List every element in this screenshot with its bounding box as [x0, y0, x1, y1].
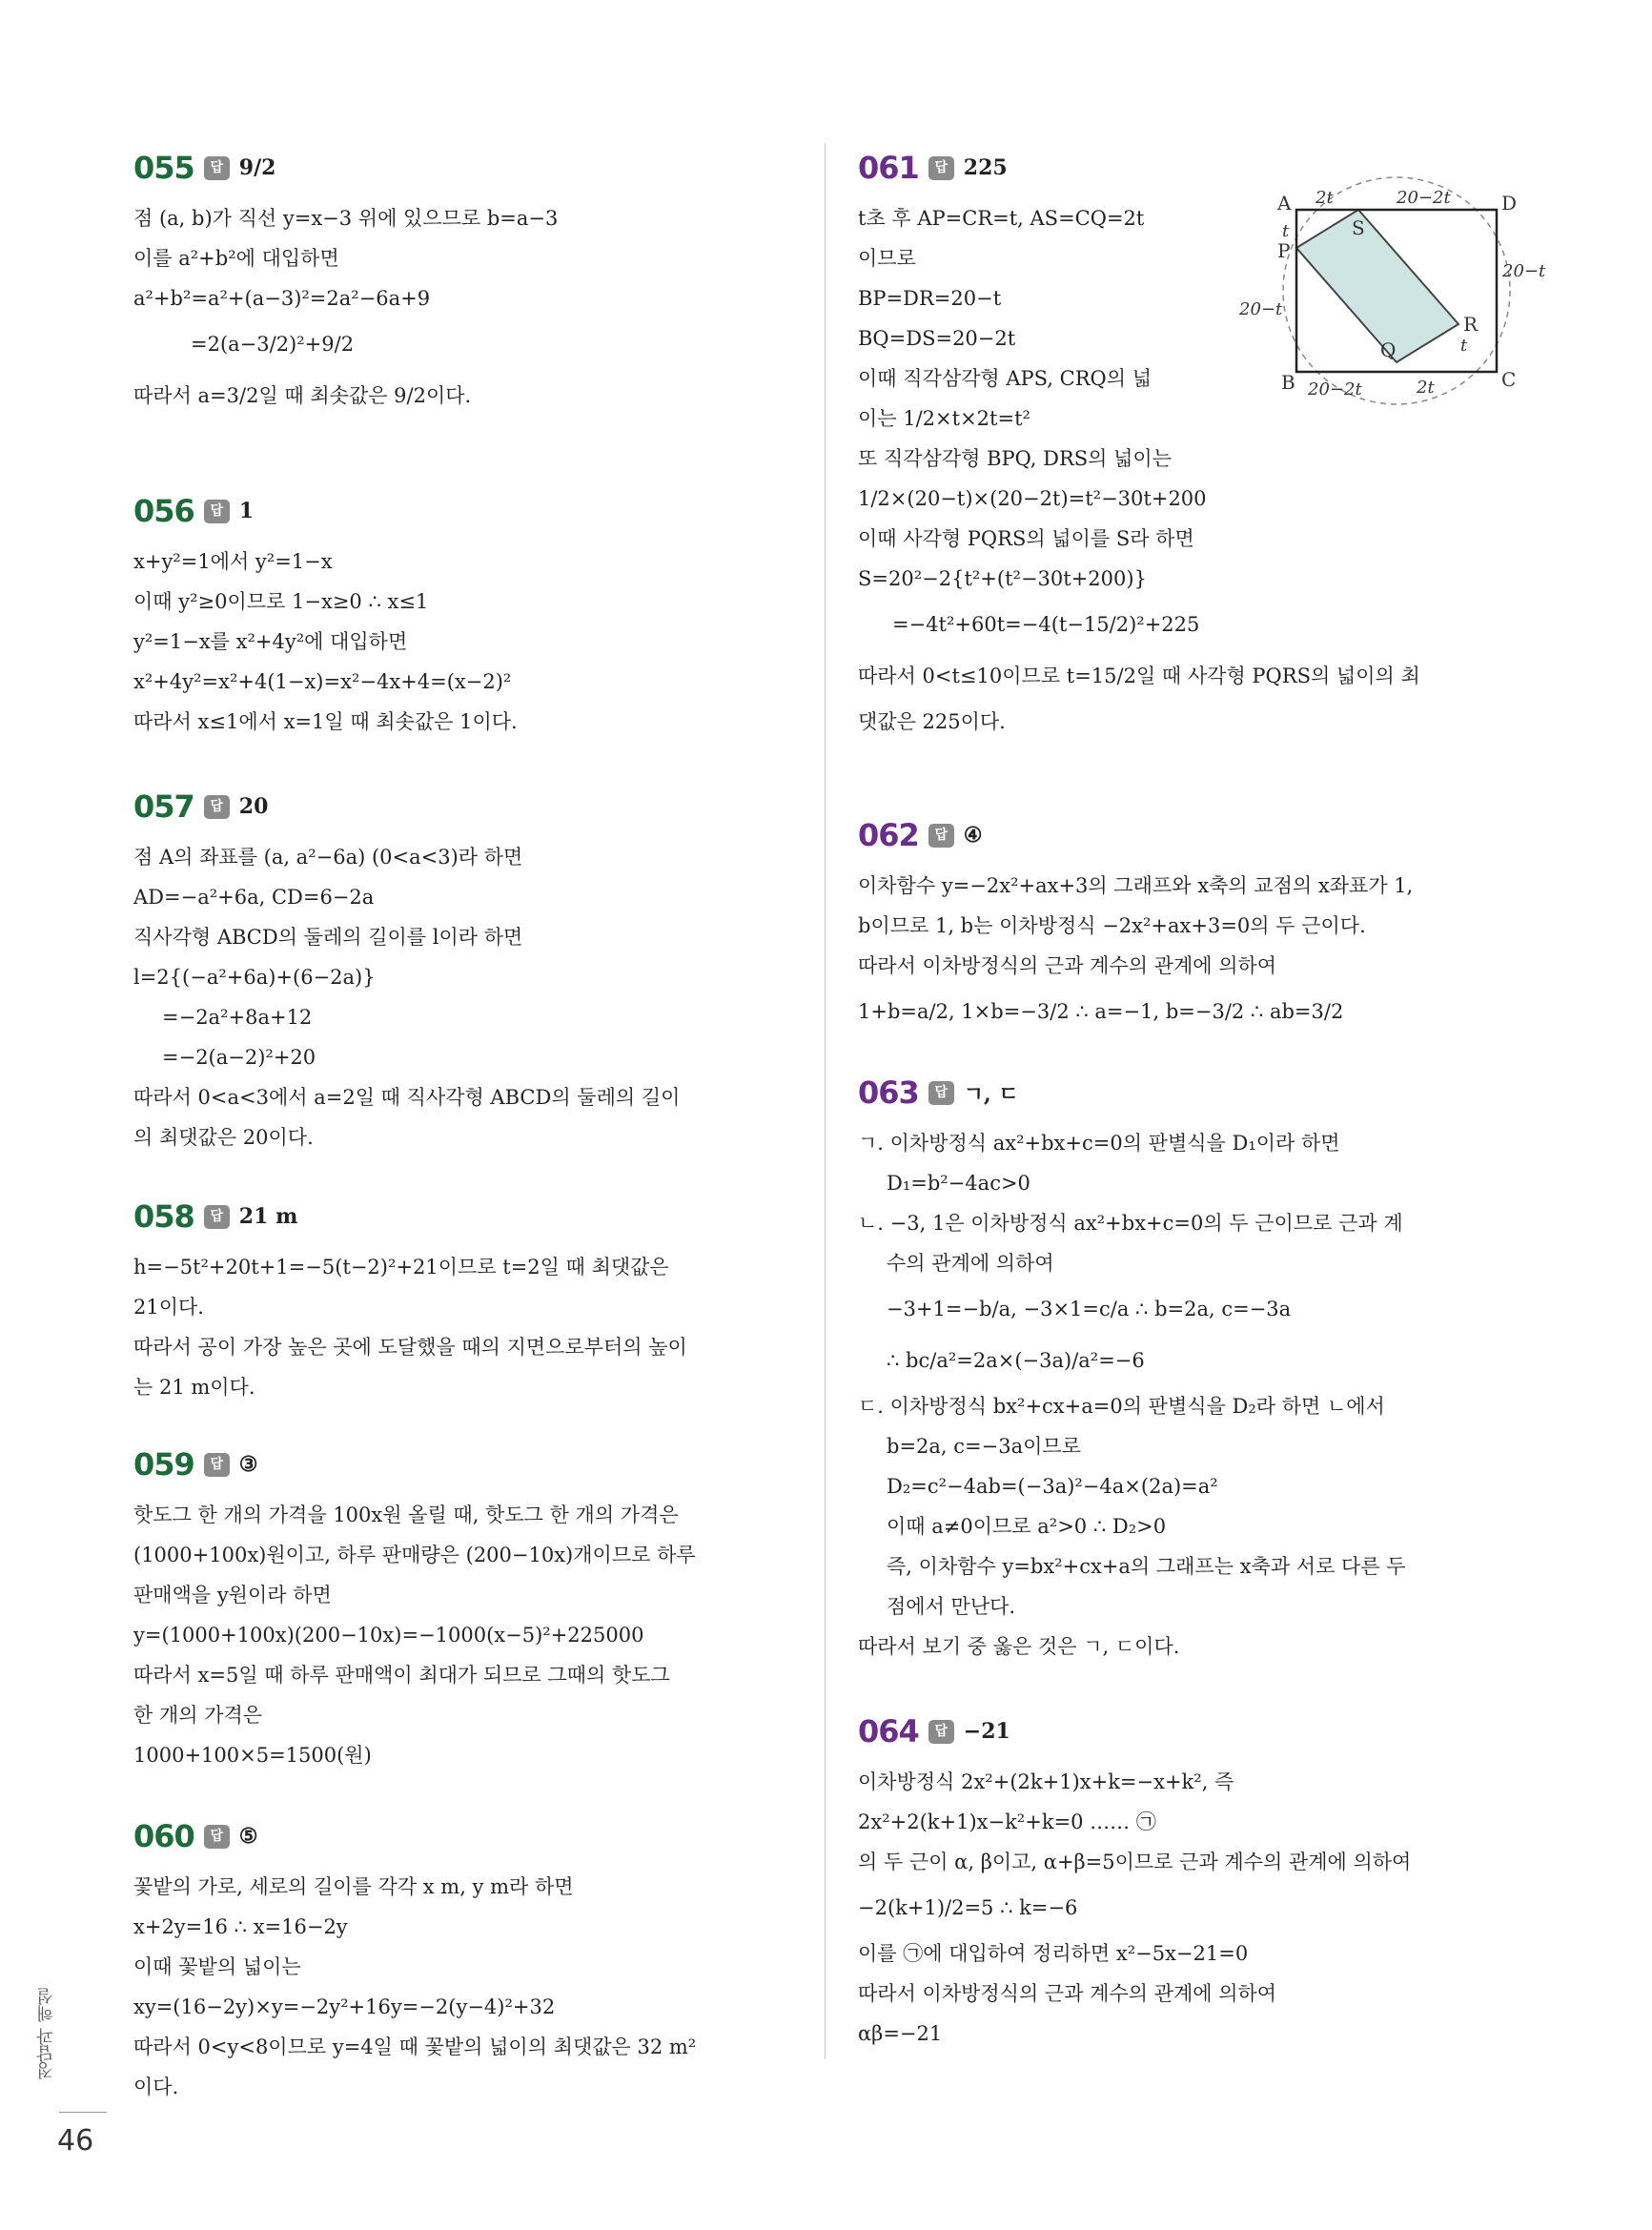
answer-badge: 답	[204, 156, 230, 180]
solution-line: xy=(16−2y)×y=−2y²+16y=−2(y−4)²+32	[133, 1995, 556, 2018]
solution-line: y=(1000+100x)(200−10x)=−1000(x−5)²+225000	[133, 1624, 644, 1647]
solution-line: 수의 관계에 의하여	[887, 1252, 1054, 1275]
solution-line: −2(k+1)/2=5 ∴ k=−6	[858, 1896, 1078, 1919]
answer-value: 9/2	[238, 155, 276, 180]
problem-number: 058	[133, 1198, 194, 1235]
solution-line: AD=−a²+6a, CD=6−2a	[133, 886, 375, 909]
answer-value: ③	[238, 1452, 258, 1477]
problem-header	[858, 1068, 1525, 1117]
answer-value: 1	[238, 499, 255, 523]
solution-line: b이므로 1, b는 이차방정식 −2x²+ax+3=0의 두 근이다.	[858, 914, 1366, 937]
answer-value: 21 m	[238, 1204, 298, 1229]
problem-number: 064	[858, 1713, 919, 1749]
solution-line: x²+4y²=x²+4(1−x)=x²−4x+4=(x−2)²	[133, 670, 512, 693]
solution-line: 따라서 보기 중 옳은 것은 ㄱ, ㄷ이다.	[858, 1635, 1180, 1658]
solution-line: 따라서 이차방정식의 근과 계수의 관계에 의하여	[858, 1982, 1277, 2005]
answer-value: −21	[963, 1719, 1010, 1744]
square-diagram	[1239, 181, 1546, 400]
answer-badge: 답	[928, 1081, 954, 1105]
solution-line: 점 (a, b)가 직선 y=x−3 위에 있으므로 b=a−3	[133, 207, 559, 230]
solution-line: 이때 꽃밭의 넓이는	[133, 1955, 301, 1978]
solution-line: 점에서 만난다.	[887, 1595, 1016, 1618]
problem-062	[858, 810, 1525, 1039]
solution-line: αβ=−21	[858, 2022, 943, 2045]
answer-value: ⑤	[238, 1824, 258, 1849]
solution-line: 핫도그 한 개의 가격을 100x원 올릴 때, 핫도그 한 개의 가격은	[133, 1504, 679, 1526]
problem-058	[133, 1192, 801, 1401]
solution-line: 21이다.	[133, 1296, 204, 1319]
answer-badge: 답	[204, 795, 230, 819]
problem-059	[133, 1440, 801, 1773]
problem-number: 061	[858, 150, 919, 186]
problem-header	[858, 1707, 1525, 1756]
label-right-lower: t	[1460, 336, 1468, 356]
page-number: 46	[57, 2124, 94, 2158]
solution-line: D₁=b²−4ac>0	[887, 1172, 1030, 1195]
label-p: P	[1277, 239, 1291, 262]
answer-value: ㄱ, ㄷ	[963, 1081, 1019, 1107]
problem-063	[858, 1068, 1525, 1668]
solution-line: 이므로	[858, 247, 916, 270]
label-b: B	[1281, 371, 1295, 394]
problem-header	[133, 486, 801, 536]
solution-line: =−2a²+8a+12	[162, 1006, 313, 1029]
label-top-right: 20−2t	[1397, 188, 1451, 208]
solution-line: 는 21 m이다.	[133, 1376, 255, 1399]
problem-057	[133, 782, 801, 1154]
solution-line: BP=DR=20−t	[858, 287, 1002, 310]
label-left-lower: 20−t	[1239, 299, 1283, 319]
solution-line: 2x²+2(k+1)x−k²+k=0 …… ㉠	[858, 1811, 1156, 1833]
solution-line: ㄱ. 이차방정식 ax²+bx+c=0의 판별식을 D₁이라 하면	[858, 1132, 1340, 1155]
solution-line: 이때 y²≥0이므로 1−x≥0 ∴ x≤1	[133, 590, 429, 613]
answer-value: 20	[238, 794, 269, 819]
label-d: D	[1501, 192, 1518, 215]
solution-line: 따라서 0<y<8이므로 y=4일 때 꽃밭의 넓이의 최댓값은 32 m²	[133, 2036, 697, 2058]
answer-badge: 답	[204, 500, 230, 523]
problem-number: 059	[133, 1446, 194, 1483]
label-bottom-left: 20−2t	[1308, 379, 1362, 399]
answer-badge: 답	[204, 1453, 230, 1477]
solution-line: t초 후 AP=CR=t, AS=CQ=2t	[858, 207, 1145, 230]
answer-badge: 답	[204, 1205, 230, 1229]
problem-number: 062	[858, 817, 919, 853]
label-top-left: 2t	[1315, 188, 1334, 208]
solution-line: 따라서 0<t≤10이므로 t=15/2일 때 사각형 PQRS의 넓이의 최	[858, 665, 1420, 687]
page-number-rule	[59, 2112, 107, 2113]
solution-line: x+y²=1에서 y²=1−x	[133, 550, 333, 573]
solution-line: 따라서 0<a<3에서 a=2일 때 직사각형 ABCD의 둘레의 길이	[133, 1086, 681, 1109]
solution-line: (1000+100x)원이고, 하루 판매량은 (200−10x)개이므로 하루	[133, 1544, 696, 1566]
problem-060	[133, 1811, 801, 2107]
sidebar-label	[34, 1988, 72, 2102]
solution-line: 의 최댓값은 20이다.	[133, 1126, 314, 1149]
solution-line: l=2{(−a²+6a)+(6−2a)}	[133, 966, 376, 989]
solution-line: 꽃밭의 가로, 세로의 길이를 각각 x m, y m라 하면	[133, 1875, 574, 1898]
right-column	[858, 143, 1525, 2045]
solution-line: ∴ bc/a²=2a×(−3a)/a²=−6	[887, 1349, 1145, 1372]
quadrilateral-pqrs	[1296, 210, 1458, 362]
left-column	[133, 143, 801, 2107]
label-right-upper: 20−t	[1502, 261, 1546, 281]
solution-line: 따라서 x≤1에서 x=1일 때 최솟값은 1이다.	[133, 710, 518, 733]
solution-line: =−2(a−2)²+20	[162, 1046, 316, 1069]
solution-line: 이를 ㉠에 대입하여 정리하면 x²−5x−21=0	[858, 1942, 1249, 1965]
solution-line: 이차방정식 2x²+(2k+1)x+k=−x+k², 즉	[858, 1770, 1234, 1793]
solution-line: 판매액을 y원이라 하면	[133, 1584, 332, 1606]
label-q: Q	[1380, 338, 1397, 361]
answer-value: ④	[963, 823, 983, 848]
problem-number: 060	[133, 1818, 194, 1854]
solution-line: 따라서 이차방정식의 근과 계수의 관계에 의하여	[858, 954, 1277, 977]
solution-line: ㄷ. 이차방정식 bx²+cx+a=0의 판별식을 D₂라 하면 ㄴ에서	[858, 1395, 1385, 1418]
solution-line: 댓값은 225이다.	[858, 710, 1006, 733]
solution-line: 이차함수 y=−2x²+ax+3의 그래프와 x축의 교점의 x좌표가 1,	[858, 874, 1414, 897]
solution-line: x+2y=16 ∴ x=16−2y	[133, 1915, 348, 1938]
solution-line: 한 개의 가격은	[133, 1704, 263, 1727]
solution-line: h=−5t²+20t+1=−5(t−2)²+21이므로 t=2일 때 최댓값은	[133, 1256, 669, 1279]
label-s: S	[1352, 216, 1365, 239]
solution-line: 1+b=a/2, 1×b=−3/2 ∴ a=−1, b=−3/2 ∴ ab=3/2	[858, 1000, 1344, 1023]
problem-number: 063	[858, 1074, 919, 1111]
problem-header	[133, 1440, 801, 1489]
solution-line: S=20²−2{t²+(t²−30t+200)}	[858, 567, 1147, 590]
solution-line: a²+b²=a²+(a−3)²=2a²−6a+9	[133, 287, 431, 310]
problem-header	[133, 143, 801, 193]
solution-line: 이때 사각형 PQRS의 넓이를 S라 하면	[858, 527, 1194, 550]
solution-line: b=2a, c=−3a이므로	[887, 1435, 1081, 1458]
label-bottom-right: 2t	[1417, 378, 1435, 398]
problem-number: 056	[133, 493, 194, 529]
solution-line: D₂=c²−4ab=(−3a)²−4a×(2a)=a²	[887, 1475, 1218, 1498]
solution-line: 이때 a≠0이므로 a²>0 ∴ D₂>0	[887, 1515, 1167, 1538]
problem-056	[133, 486, 801, 734]
solution-line: =−4t²+60t=−4(t−15/2)²+225	[892, 613, 1200, 636]
answer-badge: 답	[204, 1825, 230, 1849]
solution-line: 1000+100×5=1500(원)	[133, 1744, 372, 1767]
problem-header	[858, 810, 1525, 860]
solution-line: 즉, 이차함수 y=bx²+cx+a의 그래프는 x축과 서로 다른 두	[887, 1555, 1406, 1578]
solution-line: 이를 a²+b²에 대입하면	[133, 247, 339, 270]
sidebar-text: 정답과 해설	[36, 1988, 56, 2079]
solution-line: BQ=DS=20−2t	[858, 327, 1016, 350]
label-r: R	[1463, 313, 1479, 336]
solution-line: 따라서 공이 가장 높은 곳에 도달했을 때의 지면으로부터의 높이	[133, 1336, 687, 1359]
solution-line: 이때 직각삼각형 APS, CRQ의 넓	[858, 367, 1152, 390]
label-a: A	[1277, 192, 1292, 215]
solution-line: 직사각형 ABCD의 둘레의 길이를 l이라 하면	[133, 926, 523, 949]
solution-line: 이는 1/2×t×2t=t²	[858, 407, 1030, 430]
solution-line: 점 A의 좌표를 (a, a²−6a) (0<a<3)라 하면	[133, 846, 523, 869]
answer-badge: 답	[928, 824, 954, 848]
answer-badge: 답	[928, 1720, 954, 1744]
solution-line: ㄴ. −3, 1은 이차방정식 ax²+bx+c=0의 두 근이므로 근과 계	[858, 1212, 1403, 1235]
label-c: C	[1501, 368, 1517, 391]
solution-line: 따라서 x=5일 때 하루 판매액이 최대가 되므로 그때의 핫도그	[133, 1664, 670, 1687]
solution-line: 이다.	[133, 2076, 179, 2098]
solution-line: 1/2×(20−t)×(20−2t)=t²−30t+200	[858, 487, 1207, 510]
problem-number: 057	[133, 788, 194, 825]
solution-line: −3+1=−b/a, −3×1=c/a ∴ b=2a, c=−3a	[887, 1298, 1292, 1320]
problem-header	[133, 782, 801, 831]
solution-line: 의 두 근이 α, β이고, α+β=5이므로 근과 계수의 관계에 의하여	[858, 1851, 1412, 1873]
problem-header	[133, 1811, 801, 1861]
problem-number: 055	[133, 150, 194, 186]
solution-line: =2(a−3/2)²+9/2	[191, 333, 355, 356]
problem-064	[858, 1707, 1525, 2045]
answer-badge: 답	[928, 156, 954, 180]
column-divider	[825, 143, 826, 2059]
solution-line: 또 직각삼각형 BPQ, DRS의 넓이는	[858, 447, 1173, 470]
problem-055	[133, 143, 801, 407]
solution-line: y²=1−x를 x²+4y²에 대입하면	[133, 630, 408, 653]
problem-header	[133, 1192, 801, 1241]
answer-value: 225	[963, 155, 1008, 180]
solution-line: 따라서 a=3/2일 때 최솟값은 9/2이다.	[133, 384, 472, 407]
label-left-upper: t	[1282, 221, 1290, 241]
